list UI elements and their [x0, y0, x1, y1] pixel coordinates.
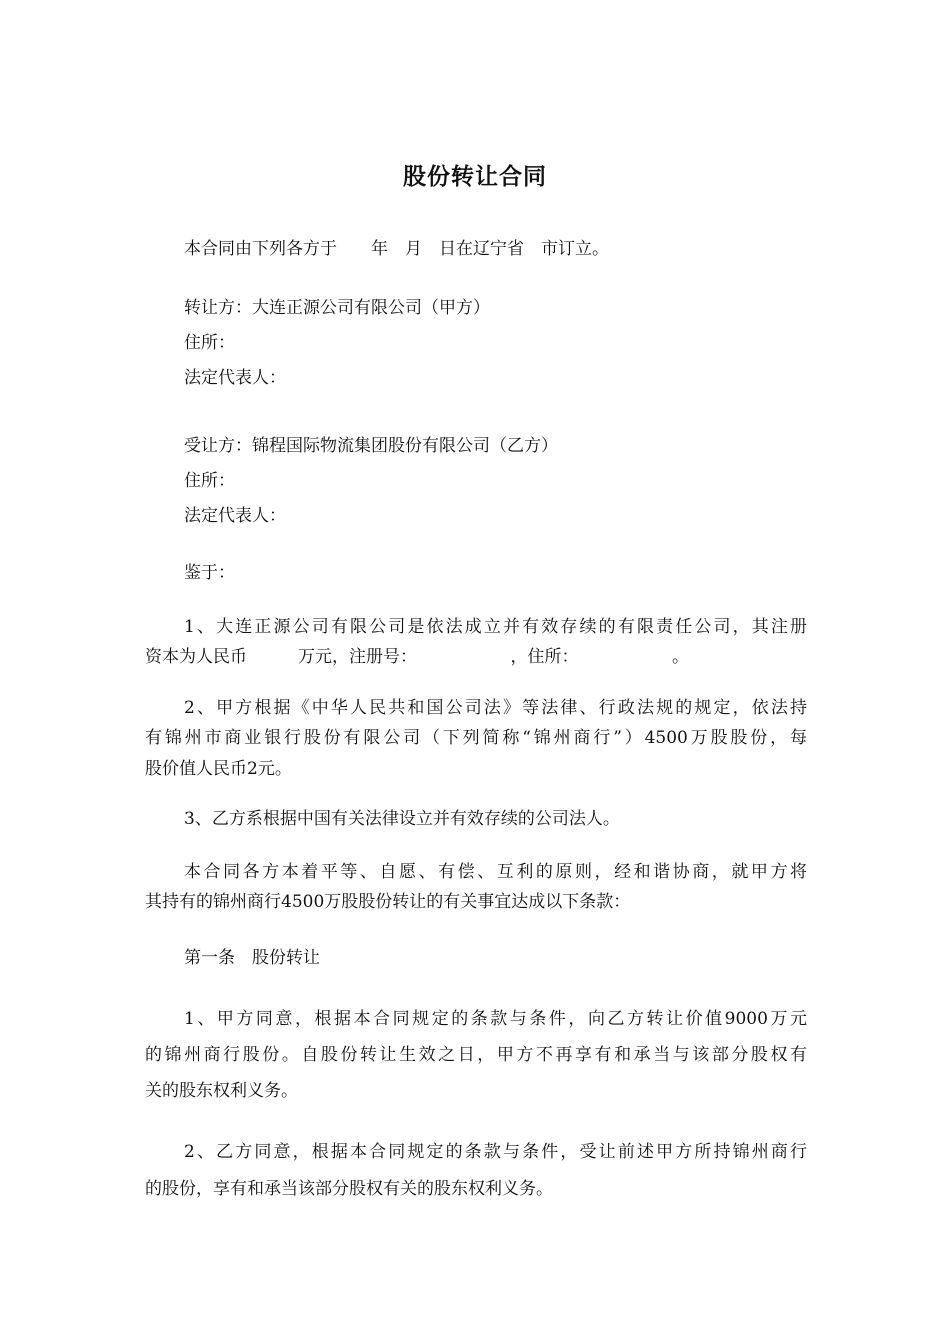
- article-1-1-line-3: 关的股东权利义务。: [145, 1081, 298, 1101]
- intro-line: 本合同由下列各方于 年 月 日在辽宁省 市订立。: [184, 239, 609, 259]
- article-1-1-line-2: 的锦州商行股份。自股份转让生效之日，甲方不再享有和承当与该部分股权有: [145, 1045, 807, 1065]
- transferor-address: 住所：: [184, 333, 235, 353]
- document-title: 股份转让合同: [403, 164, 547, 190]
- agreement-line-2: 其持有的锦州商行4500万股股份转让的有关事宜达成以下条款：: [145, 892, 631, 912]
- article-1-heading: 第一条 股份转让: [184, 948, 320, 968]
- whereas-heading: 鉴于：: [184, 563, 235, 583]
- whereas-1-line-2: 资本为人民币 万元，注册号： ，住所： 。: [145, 647, 689, 667]
- whereas-3-line-1: 3、乙方系根据中国有关法律设立并有效存续的公司法人。: [184, 809, 620, 829]
- transferor-legal-rep: 法定代表人：: [184, 368, 286, 388]
- whereas-1-line-1: 1、大连正源公司有限公司是依法成立并有效存续的有限责任公司，其注册: [184, 617, 807, 637]
- article-1-2-line-2: 的股份，享有和承当该部分股权有关的股东权利义务。: [145, 1179, 553, 1199]
- transferor-line: 转让方：大连正源公司有限公司（甲方）: [184, 298, 490, 318]
- agreement-line-1: 本合同各方本着平等、自愿、有偿、互利的原则，经和谐协商，就甲方将: [184, 862, 807, 882]
- whereas-2-line-2: 有锦州市商业银行股份有限公司（下列简称“锦州商行”）4500万股股份，每: [145, 728, 807, 748]
- transferee-line: 受让方：锦程国际物流集团股份有限公司（乙方）: [184, 436, 558, 456]
- whereas-2-line-1: 2、甲方根据《中华人民共和国公司法》等法律、行政法规的规定，依法持: [184, 698, 807, 718]
- transferee-address: 住所：: [184, 471, 235, 491]
- transferee-legal-rep: 法定代表人：: [184, 506, 286, 526]
- article-1-1-line-1: 1、甲方同意，根据本合同规定的条款与条件，向乙方转让价值9000万元: [184, 1009, 807, 1029]
- whereas-2-line-3: 股价值人民币2元。: [145, 759, 292, 779]
- article-1-2-line-1: 2、乙方同意，根据本合同规定的条款与条件，受让前述甲方所持锦州商行: [184, 1142, 807, 1162]
